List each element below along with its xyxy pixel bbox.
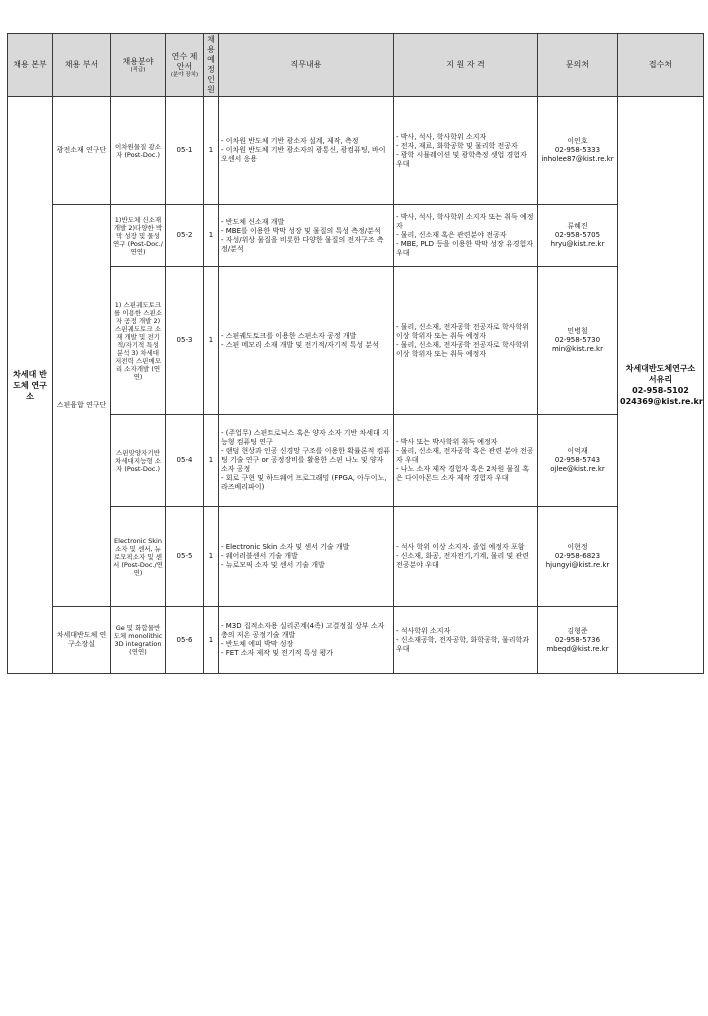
qual-item: - 물리, 신소재 혹은 관련분야 전공자 [396, 231, 507, 239]
contact-phone: 02-958-5333 [554, 146, 601, 154]
count-cell: 1 [204, 97, 219, 205]
contact-email[interactable]: inholee87@kist.re.kr [541, 155, 614, 163]
table-row [8, 607, 704, 674]
header-code [166, 34, 204, 97]
header-dept: 채용 부서 [53, 34, 111, 97]
qual-item: - 신소재공학, 전자공학, 화학공학, 물리학과 우대 [396, 635, 530, 653]
recruitment-table [7, 33, 704, 674]
qual-item: - 물리, 신소재, 전자공학 전공자로 학사학위 이상 학위자 또는 취득 예정자 [396, 322, 530, 340]
duty-item: - 뉴로모픽 소자 및 센서 기술 개발 [221, 561, 325, 569]
code-cell: 05-5 [166, 507, 204, 607]
header-field-title: 채용분야 [122, 56, 154, 66]
count-cell: 1 [204, 205, 219, 267]
division-cell: 차세대 반도체 연구소 [8, 97, 53, 674]
header-contact: 문의처 [538, 34, 618, 97]
table-row [8, 415, 704, 507]
table-row [8, 267, 704, 415]
submit-person: 서유리 [648, 375, 673, 384]
code-cell: 05-1 [166, 97, 204, 205]
header-code-title: 연수 제안서 [171, 51, 198, 71]
contact-phone: 02-958-6823 [554, 552, 601, 560]
header-count: 채용 예정 인원 [204, 34, 219, 97]
duty-item: - FET 소자 제작 및 전기적 특성 평가 [221, 649, 333, 657]
contact-name: 민병철 [567, 327, 588, 335]
duty-cell [219, 607, 394, 674]
header-row [8, 34, 704, 97]
submit-email[interactable]: 024369@kist.re.kr [620, 397, 703, 406]
table-row [8, 97, 704, 205]
contact-email[interactable]: ojlee@kist.re.kr [550, 465, 605, 473]
duty-item: - 이차원 반도체 기반 광소자의 광통신, 광컴퓨팅, 바이오센서 응용 [221, 146, 386, 163]
contact-phone: 02-958-5736 [554, 635, 601, 644]
qual-item: - 박사, 석사, 학사학위 소지자 또는 취득 예정자 [396, 213, 534, 230]
count-cell: 1 [204, 507, 219, 607]
contact-cell [538, 607, 618, 674]
qual-item: - 물리, 신소재, 전자공학 전공자로 학사학위 이상 학위자 또는 취득 예정자 [396, 340, 530, 358]
contact-cell [538, 205, 618, 267]
qual-cell [394, 415, 538, 507]
duty-item: - Electronic Skin 소자 및 센서 기술 개발 [221, 543, 350, 551]
contact-phone: 02-958-5743 [554, 456, 601, 464]
duty-item: - 반도체 신소재 개발 [221, 217, 285, 226]
duty-item: - MBE를 이용한 박막 성장 및 물질의 특성 측정/분석 [221, 226, 381, 235]
field-cell: 스핀맞양자기반 차세대지능형 소자 (Post-Doc.) [111, 415, 166, 507]
contact-name: 김형준 [567, 626, 588, 635]
contact-email[interactable]: mbeqd@kist.re.kr [546, 644, 609, 653]
count-cell: 1 [204, 267, 219, 415]
contact-cell [538, 507, 618, 607]
contact-phone: 02-958-5730 [554, 336, 601, 344]
duty-item: - 회로 구현 및 하드웨어 프로그래밍 (FPGA, 아두이노, 라즈베리파이) [221, 474, 387, 491]
dept-cell: 차세대반도체 연구소장실 [53, 607, 111, 674]
count-cell: 1 [204, 415, 219, 507]
qual-item: - 광학 시뮬레이션 및 광학측정 셋업 경험자 우대 [396, 150, 527, 168]
contact-cell [538, 97, 618, 205]
submit-phone: 02-958-5102 [632, 386, 689, 395]
duty-cell [219, 415, 394, 507]
duty-item: - 스핀궤도토크를 이용한 스핀소자 공정 개발 [221, 331, 357, 340]
field-cell: 이차원물질 광소자 (Post-Doc.) [111, 97, 166, 205]
contact-name: 이인호 [567, 137, 588, 145]
qual-item: - MBE, PLD 등을 이용한 박막 성장 유경험자 우대 [396, 240, 534, 257]
header-submit: 접수처 [618, 34, 704, 97]
header-duty: 직무내용 [219, 34, 394, 97]
duty-item: - 반도체 에피 박막 성장 [221, 640, 294, 648]
header-qual: 지 원 자 격 [394, 34, 538, 97]
duty-item: - 자성/위상 물질을 비롯한 다양한 물질의 전자구조 측정/분석 [221, 235, 384, 253]
qual-item: - 신소재, 화공, 전자전기,기계, 물리 및 관련 전공분야 우대 [396, 552, 529, 569]
field-cell: 1)반도체 신소재 개발 2)다양한 박막 성장 및 물성 연구 (Post-Doc./연연) [111, 205, 166, 267]
qual-item: - 석사 학위 이상 소지자. 졸업 예정자 포함 [396, 543, 525, 551]
header-field-sub: (직급) [130, 66, 146, 73]
qual-item: - 박사, 석사, 학사학위 소지자 [396, 132, 487, 141]
header-field [111, 34, 166, 97]
submit-name: 차세대반도체연구소 [625, 364, 696, 373]
field-cell: Electronic Skin 소자 및 센서, 뉴로모픽소자 및 센서 (Post-Doc./연연) [111, 507, 166, 607]
count-cell: 1 [204, 607, 219, 674]
duty-cell [219, 97, 394, 205]
qual-cell [394, 607, 538, 674]
qual-cell [394, 205, 538, 267]
contact-cell [538, 267, 618, 415]
field-cell: Ge 및 화합물반도체 monolithic 3D integration (연연) [111, 607, 166, 674]
duty-item: - 스핀 메모리 소재 개발 및 전기적/자기적 특성 분석 [221, 340, 379, 349]
contact-email[interactable]: min@kist.re.kr [551, 345, 603, 353]
duty-item: - (주업무) 스핀트로닉스 혹은 양자 소자 기반 차세대 지능형 컴퓨팅 연구 [221, 429, 389, 446]
submit-cell [618, 97, 704, 674]
qual-item: - 나노 소자 제작 경험자 혹은 2차원 물질 혹은 다이아몬드 소자 제작 경험자 우대 [396, 465, 529, 482]
dept-cell: 광전소재 연구단 [53, 97, 111, 205]
contact-phone: 02-958-5705 [554, 231, 601, 239]
code-cell: 05-3 [166, 267, 204, 415]
qual-item: - 전자, 재료, 화학공학 및 물리학 전공자 [396, 141, 518, 150]
qual-cell [394, 267, 538, 415]
contact-email[interactable]: hryu@kist.re.kr [550, 240, 605, 248]
duty-item: - 이차원 반도체 기반 광소자 설계, 제작, 측정 [221, 137, 359, 145]
duty-item: - M3D 집적소자용 실리콘계(4족) 고결정질 상부 소자층의 저온 공정기술 개발 [221, 622, 385, 639]
qual-item: - 물리, 신소재, 전자공학 혹은 관련 분야 전공자 우대 [396, 447, 534, 464]
duty-item: - 랜덤 현상과 인공 신경망 구조를 이용한 확률론적 컴퓨팅 기술 연구 or 공정장비를 활용한 스핀 나노 및 양자 소자 공정 [221, 447, 391, 473]
contact-email[interactable]: hjungyi@kist.re.kr [545, 561, 610, 569]
qual-item: - 석사학위 소지자 [396, 626, 451, 635]
header-division: 채용 본부 [8, 34, 53, 97]
field-cell: 1) 스핀궤도토크를 이용한 스핀소자 공정 개발 2) 스핀궤도토크 소재 개발 및 전기적/자기적 특성 분석 3) 차세대 저전력 스핀메모리 소자개발 (연연) [111, 267, 166, 415]
qual-item: - 박사 또는 박사학위 취득 예정자 [396, 438, 498, 446]
qual-cell [394, 97, 538, 205]
duty-cell [219, 205, 394, 267]
duty-cell [219, 267, 394, 415]
contact-name: 류혜진 [567, 222, 588, 230]
code-cell: 05-2 [166, 205, 204, 267]
duty-cell [219, 507, 394, 607]
table-row [8, 205, 704, 267]
qual-cell [394, 507, 538, 607]
code-cell: 05-4 [166, 415, 204, 507]
dept-cell: 스핀융합 연구단 [53, 205, 111, 607]
header-code-sub: (분야 장치) [170, 71, 199, 78]
table-row [8, 507, 704, 607]
code-cell: 05-6 [166, 607, 204, 674]
contact-name: 이현정 [567, 543, 588, 551]
contact-cell [538, 415, 618, 507]
contact-name: 이억재 [567, 447, 588, 455]
duty-item: - 웨어러블센서 기술 개발 [221, 552, 298, 560]
